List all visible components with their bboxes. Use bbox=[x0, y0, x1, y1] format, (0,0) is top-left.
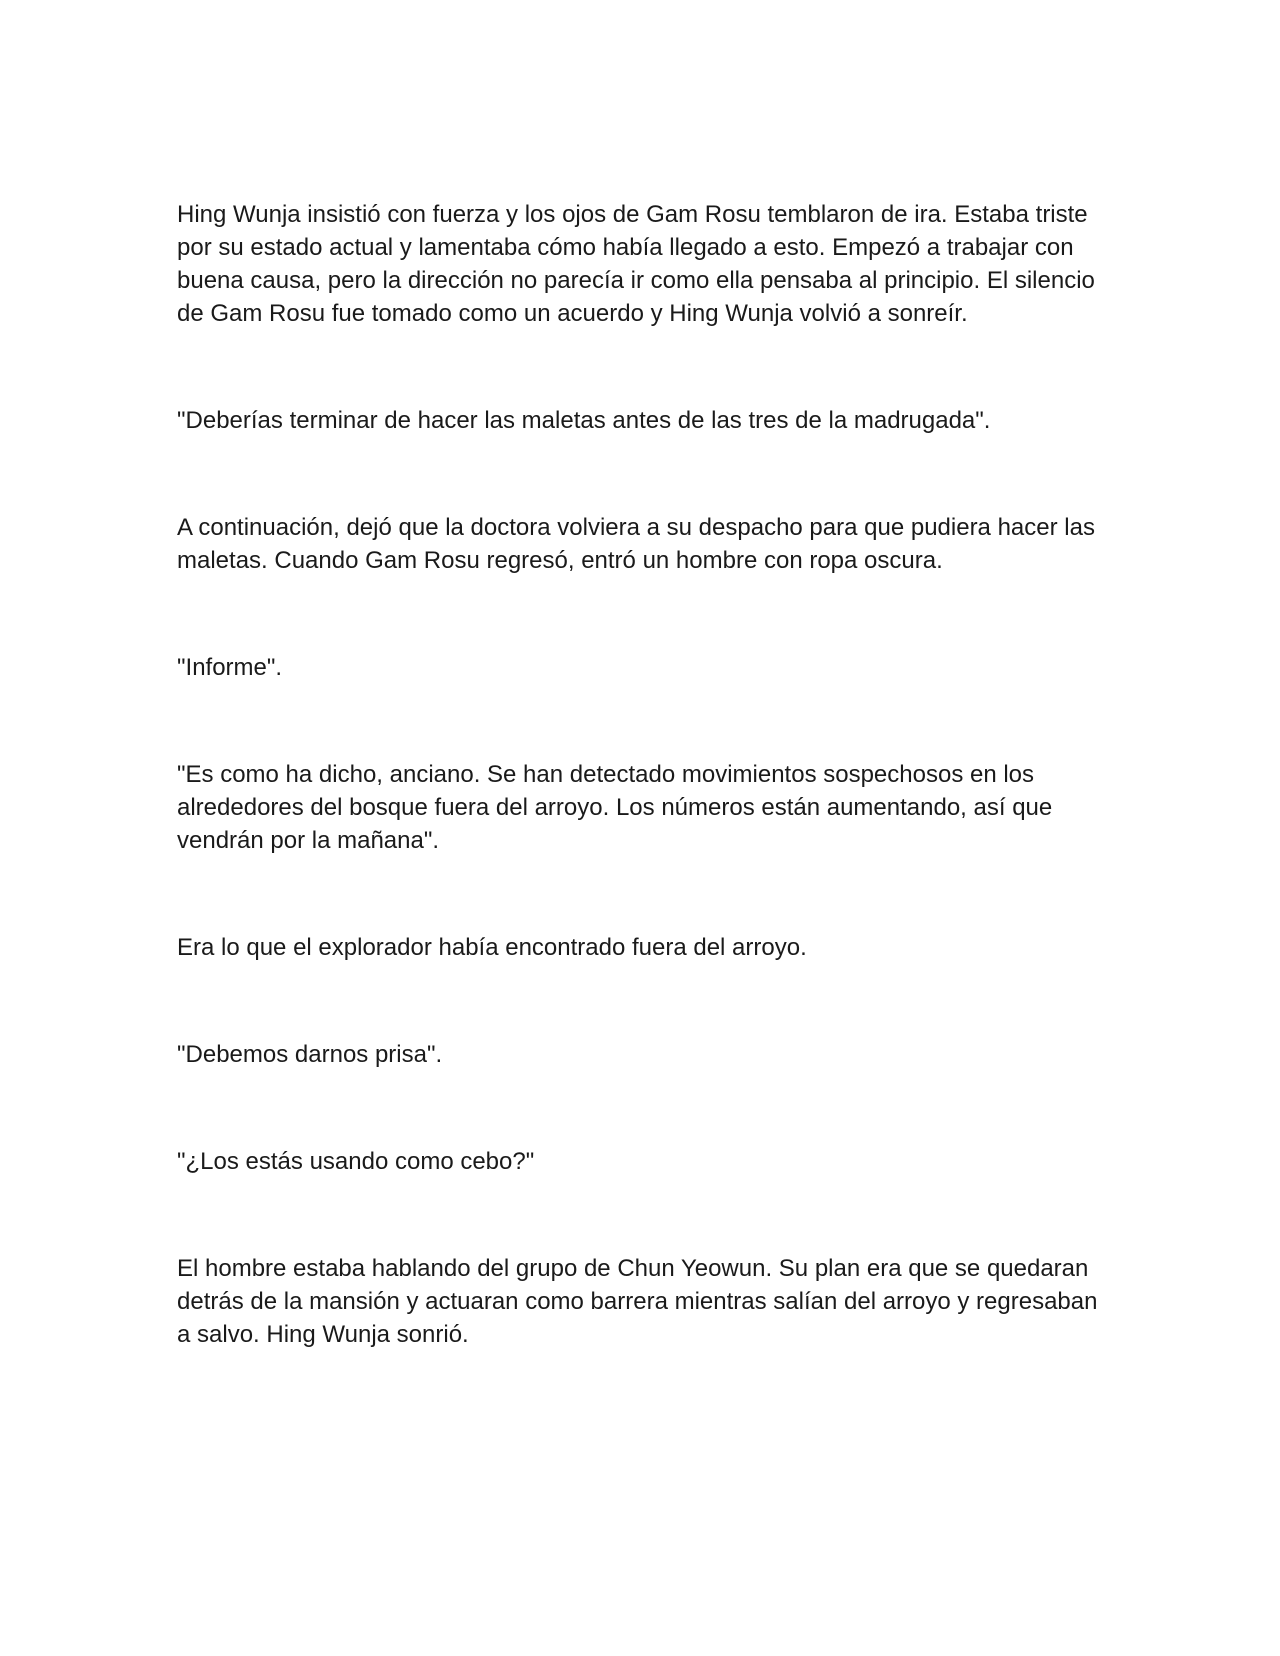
paragraph-2: "Deberías terminar de hacer las maletas antes de las tres de la madrugada". bbox=[177, 407, 991, 434]
paragraph-7: "Debemos darnos prisa". bbox=[177, 1041, 443, 1068]
paragraph-5: "Es como ha dicho, anciano. Se han detectado movimientos sospechosos en los alrededores del bosque fuera del arroyo. Los números están aumentando, así que vendrán por la mañana". bbox=[177, 761, 1053, 854]
document-body bbox=[177, 198, 1117, 1425]
paragraph-1: Hing Wunja insistió con fuerza y los ojos de Gam Rosu temblaron de ira. Estaba triste por su estado actual y lamentaba cómo había llegado a esto. Empezó a trabajar con buena causa, pero la dirección no parecía ir como ella pensaba al principio. El silencio de Gam Rosu fue tomado como un acuerdo y Hing Wunja volvió a sonreír. bbox=[177, 201, 1095, 327]
paragraph-6: Era lo que el explorador había encontrado fuera del arroyo. bbox=[177, 934, 807, 961]
paragraph-9: El hombre estaba hablando del grupo de Chun Yeowun. Su plan era que se quedaran detrás de la mansión y actuaran como barrera mientras salían del arroyo y regresaban a salvo. Hing Wunja sonrió. bbox=[177, 1255, 1098, 1348]
paragraph-3: A continuación, dejó que la doctora volviera a su despacho para que pudiera hacer las maletas. Cuando Gam Rosu regresó, entró un hombre con ropa oscura. bbox=[177, 514, 1095, 574]
paragraph-8: "¿Los estás usando como cebo?" bbox=[177, 1148, 535, 1175]
paragraph-4: "Informe". bbox=[177, 654, 283, 681]
